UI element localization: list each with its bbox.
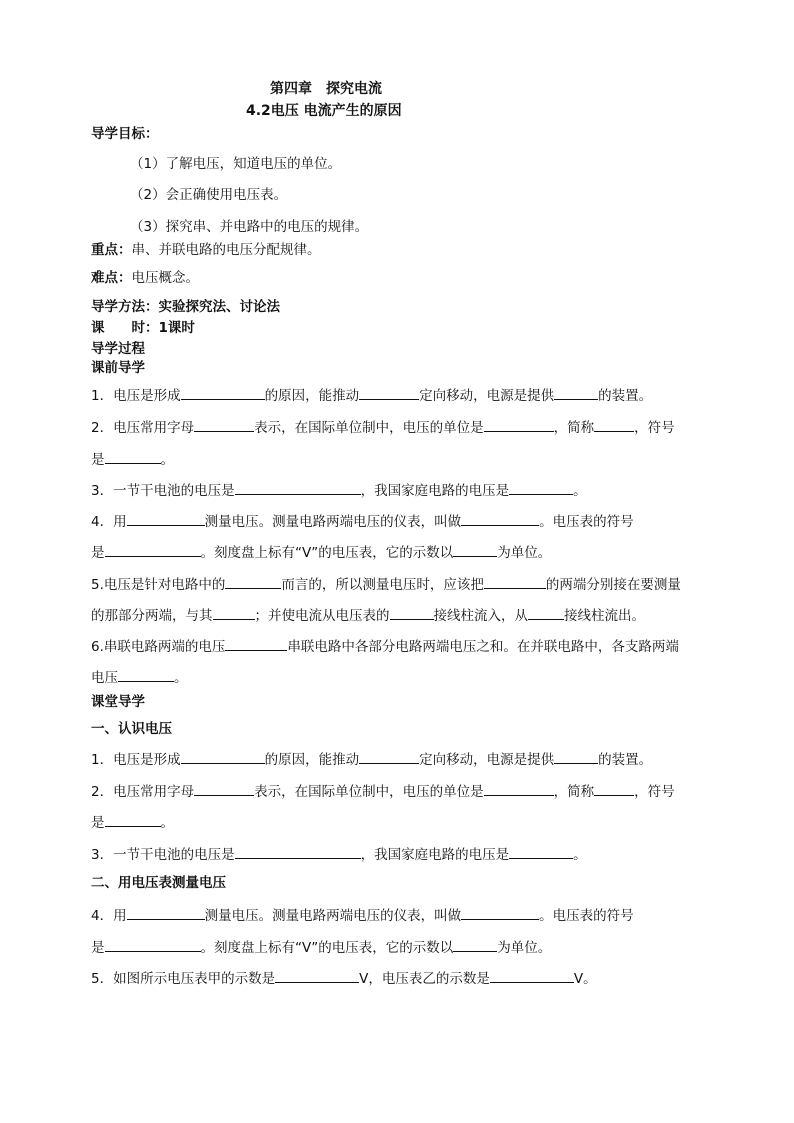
class-question-2-cont: [91, 812, 174, 833]
difficulty: [91, 268, 199, 288]
text-segment: 的原因，能推动: [264, 388, 360, 404]
text-segment: 的那部分两端，与其: [91, 608, 213, 624]
text-segment: 5.电压是针对电路中的: [91, 577, 226, 593]
text-segment: 而言的，所以测量电压时，应该把: [281, 577, 484, 593]
section-2-heading: 二、用电压表测量电压: [91, 875, 226, 891]
pre-question-5-cont: [91, 605, 645, 626]
text-segment: 。刻度盘上标有“V”的电压表，它的示数以: [200, 940, 454, 956]
answer-blank[interactable]: [554, 749, 598, 764]
pre-question-4: [91, 511, 634, 532]
class-question-4: [91, 905, 634, 926]
difficulty-text: 电压概念。: [131, 270, 199, 286]
difficulty-label: 难点：: [91, 270, 132, 286]
text-segment: 的装置。: [598, 752, 653, 768]
text-segment: 。: [573, 847, 587, 863]
text-segment: 为单位。: [497, 940, 552, 956]
goal-item: （2）会正确使用电压表。: [130, 187, 288, 203]
text-segment: ，符号: [634, 784, 675, 800]
text-segment: 2．电压常用字母: [91, 784, 195, 800]
hours-text: 1课时: [158, 320, 195, 336]
class-heading: 课堂导学: [91, 694, 145, 710]
answer-blank[interactable]: [359, 385, 419, 400]
method-text: 实验探究法、讨论法: [158, 299, 280, 315]
pre-question-1: [91, 385, 652, 406]
section-1-heading: 一、认识电压: [91, 721, 172, 737]
answer-blank[interactable]: [594, 781, 634, 796]
answer-blank[interactable]: [509, 480, 573, 495]
text-segment: 6.串联电路两端的电压: [91, 639, 226, 655]
key-label: 重点：: [91, 242, 132, 258]
answer-blank[interactable]: [181, 749, 265, 764]
answer-blank[interactable]: [105, 449, 161, 464]
answer-blank[interactable]: [390, 605, 434, 620]
answer-blank[interactable]: [275, 968, 359, 983]
class-hours: [91, 318, 195, 338]
text-segment: 测量电压。测量电路两端电压的仪表，叫做: [204, 908, 462, 924]
answer-blank[interactable]: [235, 844, 361, 859]
text-segment: V。: [573, 971, 597, 987]
pre-question-6-cont: [91, 667, 188, 688]
text-segment: 定向移动，电源是提供: [419, 388, 555, 404]
pre-heading: 课前导学: [91, 360, 145, 376]
text-segment: 定向移动，电源是提供: [419, 752, 555, 768]
answer-blank[interactable]: [235, 480, 361, 495]
answer-blank[interactable]: [461, 905, 539, 920]
key-point: [91, 240, 321, 260]
answer-blank[interactable]: [359, 749, 419, 764]
text-segment: 3．一节干电池的电压是: [91, 483, 235, 499]
text-segment: V，电压表乙的示数是: [359, 971, 490, 987]
text-segment: 测量电压。测量电路两端电压的仪表，叫做: [204, 514, 462, 530]
text-segment: 4．用: [91, 514, 127, 530]
class-question-5: [91, 968, 597, 989]
text-segment: 4．用: [91, 908, 127, 924]
text-segment: ；并使电流从电压表的: [254, 608, 390, 624]
pre-question-2: [91, 417, 675, 438]
text-segment: 是: [91, 815, 105, 831]
goal-item: （3）探究串、并电路中的电压的规律。: [130, 219, 369, 235]
text-segment: 是: [91, 452, 105, 468]
text-segment: ，我国家庭电路的电压是: [360, 847, 510, 863]
hours-label: 课 时：: [91, 320, 159, 336]
text-segment: ，简称: [553, 784, 595, 800]
goals-heading: 导学目标：: [91, 126, 159, 142]
answer-blank[interactable]: [484, 417, 554, 432]
answer-blank[interactable]: [490, 968, 574, 983]
text-segment: 。刻度盘上标有“V”的电压表，它的示数以: [200, 545, 454, 561]
text-segment: 表示，在国际单位制中，电压的单位是: [254, 784, 484, 800]
text-segment: 接线柱流入，从: [433, 608, 528, 624]
text-segment: ，简称: [553, 420, 595, 436]
answer-blank[interactable]: [225, 636, 287, 651]
class-question-1: [91, 749, 652, 770]
answer-blank[interactable]: [127, 905, 205, 920]
text-segment: 。电压表的符号: [539, 514, 634, 530]
text-segment: ，我国家庭电路的电压是: [360, 483, 510, 499]
pre-question-4-cont: [91, 542, 551, 563]
text-segment: 。电压表的符号: [539, 908, 634, 924]
answer-blank[interactable]: [118, 667, 174, 682]
text-segment: 的两端分别接在要测量: [545, 577, 681, 593]
method-label: 导学方法：: [91, 299, 159, 315]
text-segment: 电压: [91, 670, 118, 686]
text-segment: 。: [160, 815, 174, 831]
answer-blank[interactable]: [453, 937, 497, 952]
text-segment: 串联电路中各部分电路两端电压之和。在并联电路中，各支路两端: [287, 639, 679, 655]
answer-blank[interactable]: [194, 781, 254, 796]
answer-blank[interactable]: [484, 574, 546, 589]
text-segment: 是: [91, 940, 105, 956]
answer-blank[interactable]: [484, 781, 554, 796]
text-segment: 表示，在国际单位制中，电压的单位是: [254, 420, 484, 436]
text-segment: 为单位。: [497, 545, 552, 561]
text-segment: 1．电压是形成: [91, 752, 181, 768]
class-question-2: [91, 781, 675, 802]
goal-item: （1）了解电压，知道电压的单位。: [130, 156, 342, 172]
pre-question-5: [91, 574, 681, 595]
text-segment: 5．如图所示电压表甲的示数是: [91, 971, 276, 987]
text-segment: 是: [91, 545, 105, 561]
answer-blank[interactable]: [509, 844, 573, 859]
text-segment: 。: [160, 452, 174, 468]
text-segment: 的装置。: [598, 388, 653, 404]
text-segment: 的原因，能推动: [264, 752, 360, 768]
key-text: 串、并联电路的电压分配规律。: [131, 242, 321, 258]
section-title: 4.2电压 电流产生的原因: [246, 103, 402, 119]
answer-blank[interactable]: [105, 812, 161, 827]
answer-blank[interactable]: [127, 511, 205, 526]
class-question-4-cont: [91, 937, 551, 958]
answer-blank[interactable]: [105, 542, 201, 557]
answer-blank[interactable]: [105, 937, 201, 952]
answer-blank[interactable]: [213, 605, 255, 620]
process-heading: 导学过程: [91, 341, 145, 357]
answer-blank[interactable]: [461, 511, 539, 526]
text-segment: 1．电压是形成: [91, 388, 181, 404]
text-segment: 3．一节干电池的电压是: [91, 847, 235, 863]
text-segment: 。: [573, 483, 587, 499]
class-question-3: [91, 844, 587, 865]
chapter-title: 第四章 探究电流: [270, 81, 382, 97]
text-segment: 接线柱流出。: [564, 608, 645, 624]
method: [91, 297, 280, 317]
answer-blank[interactable]: [528, 605, 564, 620]
text-segment: ，符号: [634, 420, 675, 436]
text-segment: 。: [174, 670, 188, 686]
answer-blank[interactable]: [181, 385, 265, 400]
pre-question-6: [91, 636, 679, 657]
pre-question-2-cont: [91, 449, 174, 470]
answer-blank[interactable]: [554, 385, 598, 400]
pre-question-3: [91, 480, 587, 501]
answer-blank[interactable]: [194, 417, 254, 432]
answer-blank[interactable]: [225, 574, 281, 589]
answer-blank[interactable]: [453, 542, 497, 557]
answer-blank[interactable]: [594, 417, 634, 432]
text-segment: 2．电压常用字母: [91, 420, 195, 436]
